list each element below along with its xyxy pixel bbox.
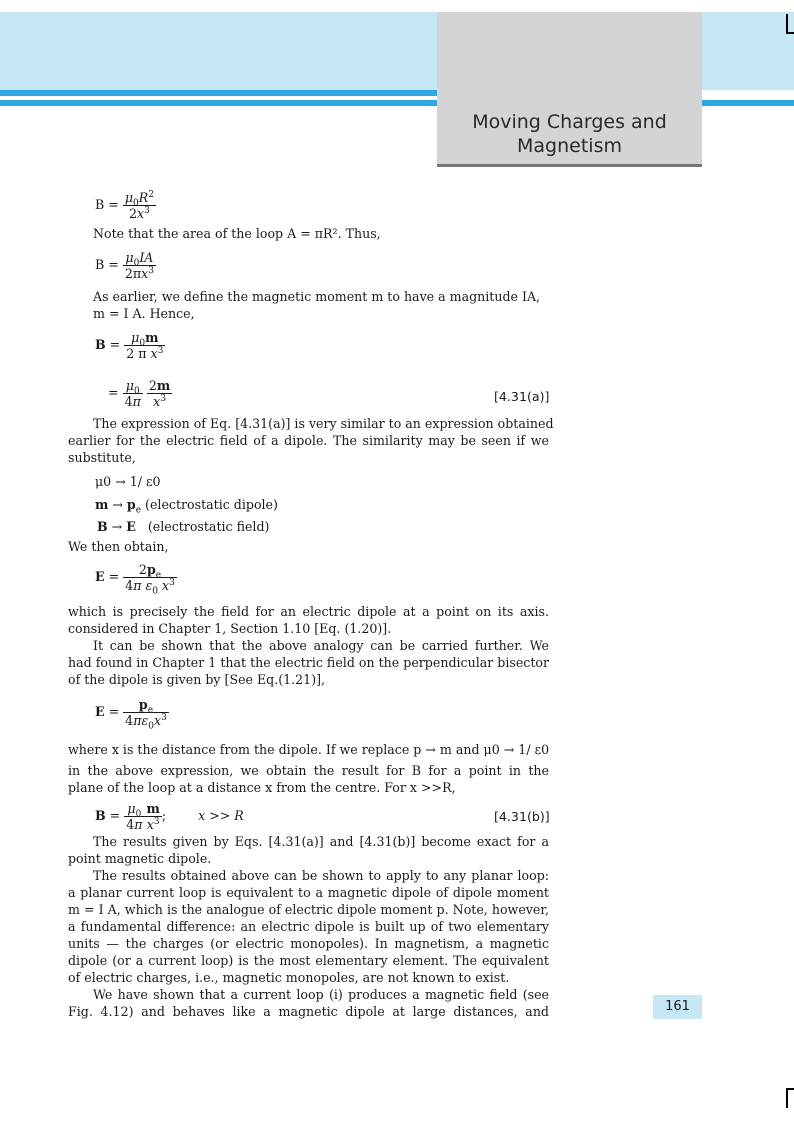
paragraph-line: As earlier, we define the magnetic moment m to have a magnitude IA, (93, 289, 541, 304)
paragraph-line: m = I A, which is the analogue of electric dipole moment p. Note, however, (68, 902, 549, 917)
header-stripe (0, 100, 437, 106)
paragraph-line: had found in Chapter 1 that the electric field on the perpendicular bisector (68, 655, 549, 670)
paragraph-line: The results obtained above can be shown to apply to any planar loop: (93, 868, 549, 883)
page-number: 161 (653, 995, 702, 1019)
equation-4-31a: = $\frac{\mu_0}{4\pi}$ $\frac{2m}{x^3}$ (108, 378, 171, 409)
paragraph-line: earlier for the electric field of a dipole. The similarity may be seen if we (68, 433, 549, 448)
crop-mark (786, 32, 794, 34)
equation-b-m: B = $\frac{\mu_0m}{2 \pi x^3}$ (95, 330, 164, 361)
paragraph-line: considered in Chapter 1, Section 1.10 [Eq. (1.20)]. (68, 621, 392, 636)
paragraph-line: substitute, (68, 450, 136, 465)
paragraph-line: which is precisely the field for an electric dipole at a point on its axis. (68, 604, 549, 619)
paragraph-line: Fig. 4.12) and behaves like a magnetic dipole at large distances, and (68, 1004, 549, 1019)
paragraph-line: The results given by Eqs. [4.31(a)] and [4.31(b)] become exact for a (93, 834, 549, 849)
paragraph-line: of the dipole is given by [See Eq.(1.21)], (68, 672, 326, 687)
paragraph-line: It can be shown that the above analogy can be carried further. We (93, 638, 549, 653)
header-stripe (702, 100, 794, 106)
substitution-line: $m \to p_e$ (electrostatic dipole) (95, 497, 278, 516)
crop-mark (786, 1090, 788, 1108)
crop-mark (786, 1088, 794, 1090)
paragraph-line: plane of the loop at a distance x from the centre. For x >>R, (68, 780, 456, 795)
equation-b-ia: B = $\frac{\mu_0IA}{2\pi x^3}$ (95, 250, 154, 281)
paragraph-line: a planar current loop is equivalent to a magnetic dipole of dipole moment (68, 885, 549, 900)
equation-b-r2: B = $\frac{\mu_0R^2}{2x^3}$ (95, 189, 154, 221)
paragraph-line: Note that the area of the loop A = πR². Thus, (93, 226, 381, 241)
paragraph-line: The expression of Eq. [4.31(a)] is very similar to an expression obtained (93, 416, 554, 431)
substitution-line: B → E (electrostatic field) (97, 519, 270, 534)
paragraph-line: of electric charges, i.e., magnetic monopoles, are not known to exist. (68, 970, 510, 985)
chapter-title: Moving Charges and Magnetism (472, 111, 667, 157)
paragraph-line: dipole (or a current loop) is the most elementary element. The equivalent (68, 953, 549, 968)
paragraph-line: We have shown that a current loop (i) produces a magnetic field (see (93, 987, 549, 1002)
paragraph-line: m = I A. Hence, (93, 306, 195, 321)
chapter-title-box (437, 12, 702, 167)
paragraph-line: a fundamental difference: an electric dipole is built up of two elementary (68, 919, 549, 934)
paragraph-line: in the above expression, we obtain the result for B for a point in the (68, 763, 549, 778)
equation-number: [4.31(b)] (494, 809, 550, 824)
equation-e-axis: E = $\frac{2p_e}{4\pi \varepsilon_0 x^3}$ (95, 562, 175, 597)
equation-number: [4.31(a)] (494, 389, 550, 404)
substitution-line: μ0 → 1/ ε0 (95, 474, 161, 489)
paragraph-line: point magnetic dipole. (68, 851, 212, 866)
paragraph-line: units — the charges (or electric monopoles). In magnetism, a magnetic (68, 936, 549, 951)
crop-mark (786, 14, 788, 32)
equation-e-bisector: E = $\frac{p_e}{4\pi\varepsilon_0x^3}$ (95, 697, 167, 732)
paragraph-line: where x is the distance from the dipole. If we replace p → m and μ0 → 1/ ε0 (68, 742, 550, 757)
equation-4-31b: B = $\frac{\mu_0}{4\pi}$ $\frac{m}{x^3}$ ; x >> R (95, 801, 244, 832)
paragraph-line: We then obtain, (68, 539, 169, 554)
header-stripe (0, 90, 437, 96)
